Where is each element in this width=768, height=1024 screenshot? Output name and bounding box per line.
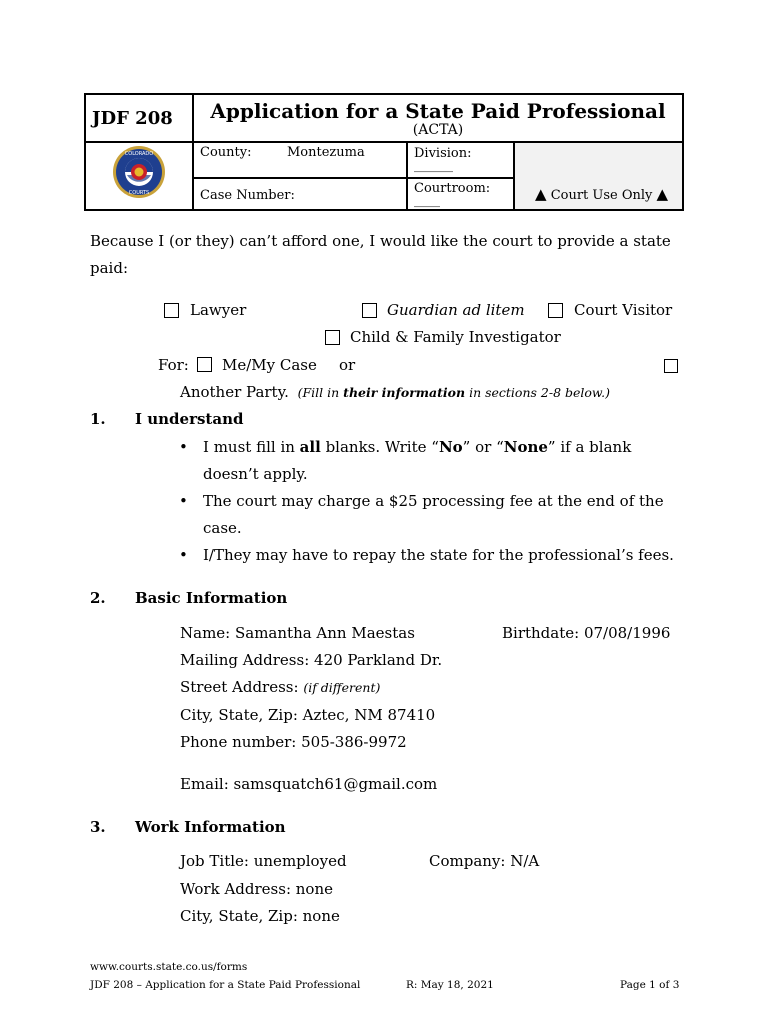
court-use-only-label: ▲ Court Use Only ▲ [535, 185, 669, 203]
lawyer-label: Lawyer [190, 301, 247, 319]
form-title: Application for a State Paid Professional [210, 99, 666, 123]
me-case-label: Me/My Case [222, 356, 317, 374]
another-party-checkbox[interactable] [664, 359, 678, 373]
job-title-field[interactable]: Job Title: unemployed [180, 852, 347, 870]
birthdate-field[interactable]: Birthdate: 07/08/1996 [502, 624, 671, 642]
phone-field[interactable]: Phone number: 505-386-9972 [180, 733, 407, 751]
bullet-icon: • [179, 492, 188, 510]
guardian-checkbox[interactable] [362, 303, 377, 318]
form-id: JDF 208 [92, 108, 173, 129]
work-address-field[interactable]: Work Address: none [180, 880, 333, 898]
section-2-title: Basic Information [135, 589, 288, 607]
intro-line-2: paid: [90, 259, 128, 277]
email-field[interactable]: Email: samsquatch61@gmail.com [180, 775, 438, 793]
understand-item-3: I/They may have to repay the state for the professional’s fees. [203, 546, 674, 564]
bullet-icon: • [179, 438, 188, 456]
intro-line-1: Because I (or they) can’t afford one, I would like the court to provide a state [90, 232, 671, 250]
bullet-icon: • [179, 546, 188, 564]
lawyer-checkbox[interactable] [164, 303, 179, 318]
division-label: Division: [414, 146, 472, 161]
courtroom-blank[interactable]: ____ [414, 193, 440, 208]
section-2-number: 2. [90, 589, 106, 607]
understand-item-2-cont: case. [203, 519, 242, 537]
footer-revision: R: May 18, 2021 [406, 979, 494, 991]
or-label: or [339, 356, 356, 374]
footer-form-line: JDF 208 – Application for a State Paid Professional [90, 979, 361, 991]
up-arrow-icon: ▲ [656, 185, 669, 203]
guardian-label: Guardian ad litem [387, 301, 525, 319]
company-field[interactable]: Company: N/A [429, 852, 540, 870]
caption-divider [192, 177, 514, 179]
name-field[interactable]: Name: Samantha Ann Maestas [180, 624, 415, 642]
county-label: County: [200, 145, 252, 160]
division-blank[interactable]: ______ [414, 158, 453, 173]
for-label: For: [158, 356, 189, 374]
section-1-number: 1. [90, 410, 106, 428]
courtroom-label: Courtroom: [414, 181, 491, 196]
work-city-field[interactable]: City, State, Zip: none [180, 907, 340, 925]
another-party-line [180, 383, 610, 401]
footer-page-number: Page 1 of 3 [620, 979, 680, 991]
me-case-checkbox[interactable] [197, 357, 212, 372]
understand-item-1-cont: doesn’t apply. [203, 465, 308, 483]
section-3-title: Work Information [135, 818, 286, 836]
section-1-title: I understand [135, 410, 244, 428]
fill-note: (Fill in their information in sections 2-8 below.) [297, 385, 610, 400]
court-visitor-checkbox[interactable] [548, 303, 563, 318]
caption-divider [406, 141, 408, 209]
investigator-label: Child & Family Investigator [350, 328, 561, 346]
mailing-address-field[interactable]: Mailing Address: 420 Parkland Dr. [180, 651, 443, 669]
investigator-checkbox[interactable] [325, 330, 340, 345]
case-number-label: Case Number: [200, 188, 295, 203]
street-address-field[interactable]: Street Address: (if different) [180, 678, 381, 696]
footer-url: www.courts.state.co.us/forms [90, 961, 248, 973]
colorado-courts-seal [112, 144, 166, 204]
understand-item-2: The court may charge a $25 processing fee at the end of the [203, 492, 664, 510]
up-arrow-icon: ▲ [535, 185, 547, 203]
court-use-only-box [515, 143, 682, 209]
svg-text:COURTS: COURTS [128, 190, 150, 196]
caption-box [84, 93, 684, 211]
section-3-number: 3. [90, 818, 106, 836]
county-value[interactable]: Montezuma [287, 145, 365, 160]
court-visitor-label: Court Visitor [574, 301, 673, 319]
form-subtitle: (ACTA) [412, 122, 464, 138]
understand-item-1: I must fill in all blanks. Write “No” or “None” if a blank [203, 438, 632, 456]
another-party-label: Another Party. [180, 383, 289, 401]
city-state-zip-field[interactable]: City, State, Zip: Aztec, NM 87410 [180, 706, 436, 724]
svg-text:COLORADO: COLORADO [124, 151, 154, 157]
